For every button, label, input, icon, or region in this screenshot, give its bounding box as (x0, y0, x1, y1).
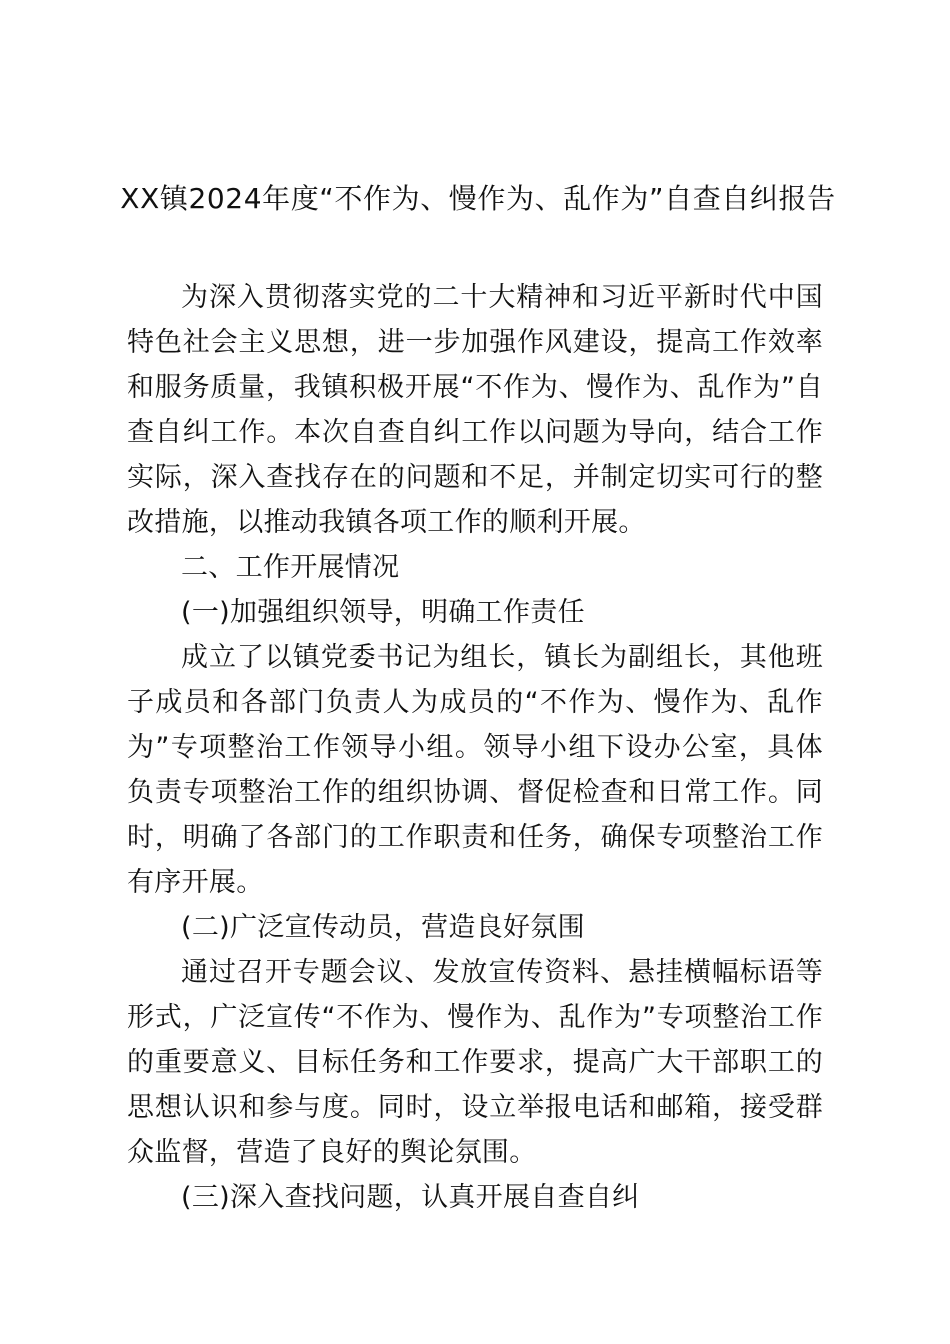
document-title: XX镇2024年度“不作为、慢作为、乱作为”自查自纠报告 (120, 182, 836, 215)
section-heading-work-progress: 二、工作开展情况 (181, 552, 400, 583)
intro-paragraph: 为深入贯彻落实党的二十大精神和习近平新时代中国特色社会主义思想，进一步加强作风建设，提高工作效率和服务质量，我镇积极开展“不作为、慢作为、乱作为”自查自纠工作。本次自查自纠工作以问题为导向，结合工作实际，深入查找存在的问题和不足，并制定切实可行的整改措施，以推动我镇各项工作的顺利开展。 (127, 282, 823, 538)
subsection-heading-2: (二)广泛宣传动员，营造良好氛围 (181, 912, 585, 943)
subsection-heading-1: (一)加强组织领导，明确工作责任 (181, 597, 585, 628)
document-body (127, 275, 823, 1220)
subsection-paragraph-1: 成立了以镇党委书记为组长，镇长为副组长，其他班子成员和各部门负责人为成员的“不作为、慢作为、乱作为”专项整治工作领导小组。领导小组下设办公室，具体负责专项整治工作的组织协调、督促检查和日常工作。同时，明确了各部门的工作职责和任务，确保专项整治工作有序开展。 (127, 642, 823, 898)
subsection-heading-3: (三)深入查找问题，认真开展自查自纠 (181, 1182, 640, 1213)
subsection-paragraph-2: 通过召开专题会议、发放宣传资料、悬挂横幅标语等形式，广泛宣传“不作为、慢作为、乱作为”专项整治工作的重要意义、目标任务和工作要求，提高广大干部职工的思想认识和参与度。同时，设立举报电话和邮箱，接受群众监督，营造了良好的舆论氛围。 (127, 957, 823, 1168)
